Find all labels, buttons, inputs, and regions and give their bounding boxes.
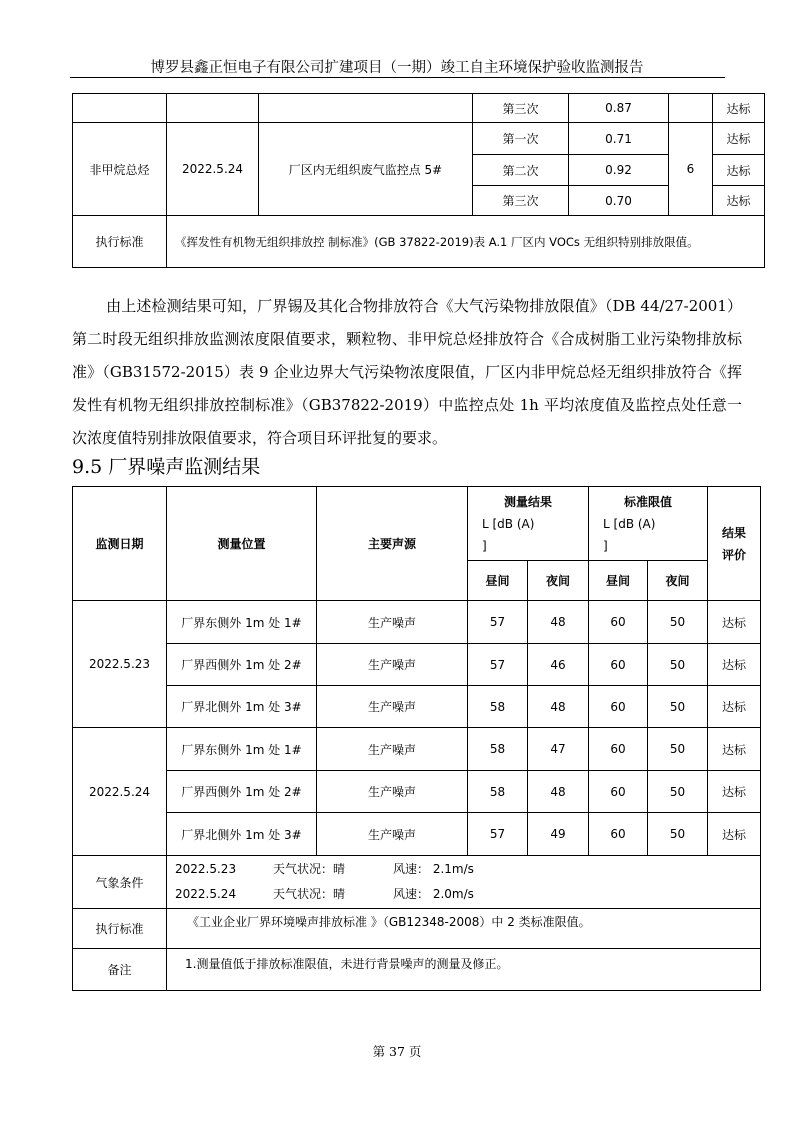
result-cell: 达标	[708, 686, 761, 728]
limit-day-value: 60	[589, 601, 648, 644]
header-limit-night: 夜间	[648, 561, 708, 601]
limit-night-value: 50	[648, 601, 708, 644]
location-cell: 厂界西侧外 1m 处 2#	[167, 771, 317, 813]
header-measured-unit-end: ]	[482, 538, 487, 553]
table-cell	[259, 94, 473, 123]
header-limit-unit: L [dB (A)	[603, 516, 656, 531]
location-cell: 厂界北侧外 1m 处 3#	[167, 813, 317, 856]
table-row	[73, 771, 761, 813]
value-cell: 0.71	[569, 123, 669, 155]
result-cell: 达标	[708, 644, 761, 686]
table-row	[73, 123, 765, 155]
header-rule	[70, 77, 725, 78]
header-night: 夜间	[528, 561, 589, 601]
limit-day-value: 60	[589, 686, 648, 728]
value-cell: 0.92	[569, 155, 669, 186]
night-value: 48	[528, 601, 589, 644]
location-cell: 厂界东侧外 1m 处 1#	[167, 601, 317, 644]
table-header-row	[73, 487, 761, 561]
night-value: 48	[528, 771, 589, 813]
note-row	[73, 949, 761, 991]
standard-label: 执行标准	[73, 216, 167, 268]
table-row	[73, 94, 765, 123]
weather-line	[175, 882, 760, 907]
limit-night-value: 50	[648, 771, 708, 813]
result-cell: 达标	[708, 813, 761, 856]
note-label: 备注	[73, 949, 167, 991]
source-cell: 生产噪声	[317, 644, 468, 686]
result-cell: 达标	[708, 771, 761, 813]
date-cell: 2022.5.24	[167, 123, 259, 216]
header-date: 监测日期	[73, 487, 167, 601]
header-measured-title: 测量结果	[504, 494, 553, 509]
day-value: 58	[468, 728, 528, 771]
weather-content	[167, 856, 761, 909]
result-cell: 达标	[713, 186, 765, 216]
location-cell: 厂区内无组织废气监控点 5#	[259, 123, 473, 216]
result-cell: 达标	[713, 155, 765, 186]
conclusion-text: 由上述检测结果可知，厂界锡及其化合物排放符合《大气污染物排放限值》（DB 44/27-2001）第二时段无组织排放监测浓度限值要求，颗粒物、非甲烷总烃排放符合《合成树脂工业污染物排放标准》（GB31572-2015）表 9 企业边界大气污染物浓度限值，厂区内非甲烷总烃无组织排放符合《挥发性有机物无组织排放控制标准》（GB37822-2019）中监控点处 1h 平均浓度值及监控点处任意一次浓度值特别排放限值要求，符合项目环评批复的要求。	[72, 297, 742, 447]
limit-day-value: 60	[589, 644, 648, 686]
location-cell: 厂界东侧外 1m 处 1#	[167, 728, 317, 771]
header-eval-line1: 结果	[722, 525, 747, 540]
section-title: 9.5 厂界噪声监测结果	[72, 456, 261, 478]
limit-cell	[669, 94, 713, 123]
value-cell: 0.70	[569, 186, 669, 216]
weather-line	[175, 857, 760, 882]
weather-date: 2022.5.24	[175, 887, 237, 901]
day-value: 57	[468, 601, 528, 644]
value-cell: 0.87	[569, 94, 669, 123]
weather-condition: 天气状况：晴	[273, 887, 346, 901]
noise-table	[72, 486, 761, 991]
night-value: 47	[528, 728, 589, 771]
day-value: 57	[468, 644, 528, 686]
source-cell: 生产噪声	[317, 728, 468, 771]
weather-date: 2022.5.23	[175, 862, 237, 876]
header-eval-line2: 评价	[722, 547, 747, 562]
day-value: 58	[468, 686, 528, 728]
table-cell	[167, 94, 259, 123]
header-measured	[468, 487, 589, 561]
source-cell: 生产噪声	[317, 813, 468, 856]
standard-row	[73, 909, 761, 949]
attempt-cell: 第一次	[473, 123, 569, 155]
limit-night-value: 50	[648, 644, 708, 686]
day-value: 58	[468, 771, 528, 813]
day-value: 57	[468, 813, 528, 856]
header-day: 昼间	[468, 561, 528, 601]
night-value: 46	[528, 644, 589, 686]
table-row	[73, 216, 765, 268]
attempt-cell: 第三次	[473, 94, 569, 123]
location-cell: 厂界西侧外 1m 处 2#	[167, 644, 317, 686]
note-text: 1.测量值低于排放标准限值，未进行背景噪声的测量及修正。	[167, 949, 761, 991]
weather-wind: 风速： 2.0m/s	[393, 887, 474, 901]
limit-day-value: 60	[589, 728, 648, 771]
source-cell: 生产噪声	[317, 601, 468, 644]
table-row	[73, 728, 761, 771]
limit-night-value: 50	[648, 813, 708, 856]
source-cell: 生产噪声	[317, 771, 468, 813]
weather-row	[73, 856, 761, 909]
night-value: 48	[528, 686, 589, 728]
report-header-title: 博罗县鑫正恒电子有限公司扩建项目（一期）竣工自主环境保护验收监测报告	[150, 60, 644, 76]
limit-day-value: 60	[589, 813, 648, 856]
source-cell: 生产噪声	[317, 686, 468, 728]
table-row	[73, 644, 761, 686]
date-cell: 2022.5.24	[73, 728, 167, 856]
result-cell: 达标	[708, 601, 761, 644]
page-number: 第 37 页	[372, 1044, 422, 1059]
limit-day-value: 60	[589, 771, 648, 813]
result-cell: 达标	[708, 728, 761, 771]
header-limit	[589, 487, 708, 561]
attempt-cell: 第三次	[473, 186, 569, 216]
standard-label: 执行标准	[73, 909, 167, 949]
header-limit-unit-end: ]	[603, 538, 608, 553]
table-row	[73, 601, 761, 644]
limit-night-value: 50	[648, 686, 708, 728]
result-cell: 达标	[713, 123, 765, 155]
table-cell	[73, 94, 167, 123]
header-source: 主要声源	[317, 487, 468, 601]
result-cell: 达标	[713, 94, 765, 123]
item-cell: 非甲烷总烃	[73, 123, 167, 216]
header-eval	[708, 487, 761, 601]
location-cell: 厂界北侧外 1m 处 3#	[167, 686, 317, 728]
header-measured-unit: L [dB (A)	[482, 516, 535, 531]
weather-wind: 风速： 2.1m/s	[393, 862, 474, 876]
weather-condition: 天气状况：晴	[273, 862, 346, 876]
header-limit-title: 标准限值	[624, 494, 673, 509]
limit-cell: 6	[669, 123, 713, 216]
table-row	[73, 813, 761, 856]
header-location: 测量位置	[167, 487, 317, 601]
standard-text: 《工业企业厂界环境噪声排放标准 》（GB12348-2008）中 2 类标准限值。	[167, 909, 761, 949]
emission-table	[72, 93, 765, 268]
limit-night-value: 50	[648, 728, 708, 771]
header-limit-day: 昼间	[589, 561, 648, 601]
date-cell: 2022.5.23	[73, 601, 167, 728]
standard-text: 《挥发性有机物无组织排放控 制标准》(GB 37822-2019)表 A.1 厂区内 VOCs 无组织特别排放限值。	[167, 216, 765, 268]
table-row	[73, 686, 761, 728]
attempt-cell: 第二次	[473, 155, 569, 186]
conclusion-paragraph	[72, 290, 742, 455]
night-value: 49	[528, 813, 589, 856]
weather-label: 气象条件	[73, 856, 167, 909]
